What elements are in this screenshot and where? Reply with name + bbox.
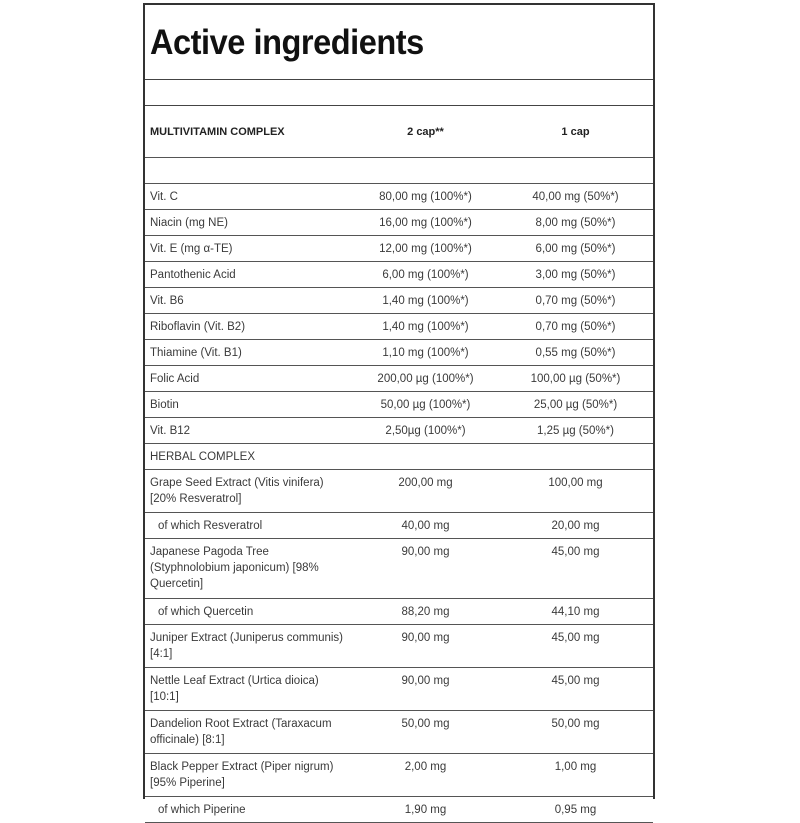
amount-2-cap: 2,50µg (100%*) bbox=[353, 418, 498, 444]
table-row bbox=[145, 625, 653, 668]
amount-1-cap: 100,00 mg bbox=[498, 470, 653, 513]
amount-1-cap: 45,00 mg bbox=[498, 539, 653, 599]
table-row bbox=[145, 711, 653, 754]
ingredients-panel bbox=[143, 3, 655, 816]
amount-2-cap: 6,00 mg (100%*) bbox=[353, 262, 498, 288]
ingredient-name: of which Quercetin bbox=[145, 599, 353, 625]
blank-row bbox=[145, 158, 653, 184]
amount-1-cap: 50,00 mg bbox=[498, 711, 653, 754]
amount-1-cap: 45,00 mg bbox=[498, 625, 653, 668]
amount-2-cap: 90,00 mg bbox=[353, 668, 498, 711]
column-header-1-cap: 1 cap bbox=[498, 106, 653, 158]
amount-2-cap: 50,00 µg (100%*) bbox=[353, 392, 498, 418]
amount-1-cap: 44,10 mg bbox=[498, 599, 653, 625]
title-spacer-row bbox=[145, 80, 653, 106]
amount-1-cap: 0,55 mg (50%*) bbox=[498, 340, 653, 366]
table-row bbox=[145, 668, 653, 711]
amount-2-cap: 200,00 µg (100%*) bbox=[353, 366, 498, 392]
ingredient-name: Folic Acid bbox=[145, 366, 353, 392]
amount-2-cap bbox=[353, 444, 498, 470]
ingredient-name: Dandelion Root Extract (Taraxacum officinale) [8:1] bbox=[145, 711, 353, 754]
amount-2-cap: 12,00 mg (100%*) bbox=[353, 236, 498, 262]
amount-2-cap: 1,10 mg (100%*) bbox=[353, 340, 498, 366]
amount-2-cap: 90,00 mg bbox=[353, 625, 498, 668]
amount-1-cap: 20,00 mg bbox=[498, 513, 653, 539]
amount-2-cap: 50,00 mg bbox=[353, 711, 498, 754]
table-row bbox=[145, 470, 653, 513]
ingredient-name: Grape Seed Extract (Vitis vinifera) [20% Resveratrol] bbox=[145, 470, 353, 513]
table-row bbox=[145, 184, 653, 210]
table-row bbox=[145, 599, 653, 625]
ingredient-name: Black Pepper Extract (Piper nigrum) [95% Piperine] bbox=[145, 754, 353, 797]
amount-2-cap: 1,40 mg (100%*) bbox=[353, 314, 498, 340]
ingredient-name: Japanese Pagoda Tree (Styphnolobium japonicum) [98% Quercetin] bbox=[145, 539, 353, 599]
table-header-row bbox=[145, 106, 653, 158]
table-row bbox=[145, 392, 653, 418]
ingredient-name: Nettle Leaf Extract (Urtica dioica) [10:1] bbox=[145, 668, 353, 711]
table-row bbox=[145, 262, 653, 288]
column-header-2-cap: 2 cap** bbox=[353, 106, 498, 158]
title-area bbox=[145, 5, 653, 80]
table-row bbox=[145, 539, 653, 599]
ingredient-name: Riboflavin (Vit. B2) bbox=[145, 314, 353, 340]
table-row bbox=[145, 314, 653, 340]
amount-1-cap: 1,25 µg (50%*) bbox=[498, 418, 653, 444]
page-title: Active ingredients bbox=[150, 23, 424, 62]
column-header-complex: MULTIVITAMIN COMPLEX bbox=[145, 106, 353, 158]
ingredient-name: Biotin bbox=[145, 392, 353, 418]
ingredient-name: Niacin (mg NE) bbox=[145, 210, 353, 236]
amount-2-cap: 80,00 mg (100%*) bbox=[353, 184, 498, 210]
table-row bbox=[145, 418, 653, 444]
ingredients-table bbox=[145, 106, 653, 823]
ingredient-name: Juniper Extract (Juniperus communis) [4:1] bbox=[145, 625, 353, 668]
ingredient-name: Thiamine (Vit. B1) bbox=[145, 340, 353, 366]
amount-1-cap: 45,00 mg bbox=[498, 668, 653, 711]
amount-2-cap: 88,20 mg bbox=[353, 599, 498, 625]
table-row bbox=[145, 366, 653, 392]
amount-2-cap: 16,00 mg (100%*) bbox=[353, 210, 498, 236]
section-heading: HERBAL COMPLEX bbox=[145, 444, 353, 470]
amount-1-cap: 3,00 mg (50%*) bbox=[498, 262, 653, 288]
amount-2-cap: 40,00 mg bbox=[353, 513, 498, 539]
amount-1-cap: 6,00 mg (50%*) bbox=[498, 236, 653, 262]
amount-1-cap: 1,00 mg bbox=[498, 754, 653, 797]
amount-1-cap: 8,00 mg (50%*) bbox=[498, 210, 653, 236]
table-row bbox=[145, 236, 653, 262]
amount-2-cap: 200,00 mg bbox=[353, 470, 498, 513]
amount-1-cap: 100,00 µg (50%*) bbox=[498, 366, 653, 392]
ingredient-name: Vit. B6 bbox=[145, 288, 353, 314]
section-row-herbal-complex bbox=[145, 444, 653, 470]
amount-2-cap: 2,00 mg bbox=[353, 754, 498, 797]
amount-1-cap: 0,95 mg bbox=[498, 797, 653, 823]
ingredient-name: Vit. C bbox=[145, 184, 353, 210]
amount-2-cap: 1,40 mg (100%*) bbox=[353, 288, 498, 314]
table-row bbox=[145, 288, 653, 314]
ingredient-name: of which Resveratrol bbox=[145, 513, 353, 539]
amount-1-cap bbox=[498, 444, 653, 470]
amount-1-cap: 0,70 mg (50%*) bbox=[498, 314, 653, 340]
table-row bbox=[145, 340, 653, 366]
amount-1-cap: 40,00 mg (50%*) bbox=[498, 184, 653, 210]
ingredient-name: Pantothenic Acid bbox=[145, 262, 353, 288]
amount-1-cap: 25,00 µg (50%*) bbox=[498, 392, 653, 418]
ingredient-name: of which Piperine bbox=[145, 797, 353, 823]
table-row bbox=[145, 513, 653, 539]
ingredient-name: Vit. B12 bbox=[145, 418, 353, 444]
amount-1-cap: 0,70 mg (50%*) bbox=[498, 288, 653, 314]
ingredient-name: Vit. E (mg α-TE) bbox=[145, 236, 353, 262]
amount-2-cap: 90,00 mg bbox=[353, 539, 498, 599]
table-row bbox=[145, 754, 653, 797]
table-row bbox=[145, 797, 653, 823]
table-row bbox=[145, 210, 653, 236]
amount-2-cap: 1,90 mg bbox=[353, 797, 498, 823]
